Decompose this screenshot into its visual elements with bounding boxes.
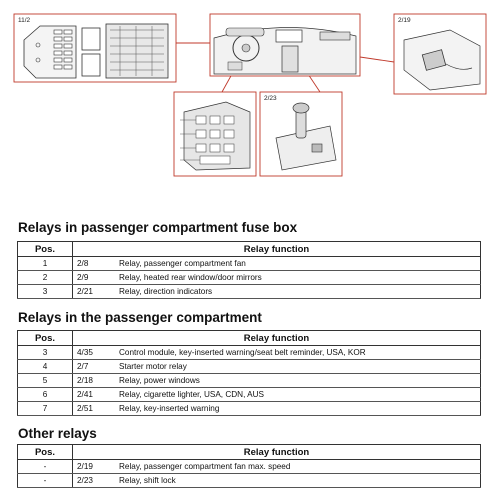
column-header-function: Relay function bbox=[73, 445, 481, 460]
column-header-function: Relay function bbox=[73, 331, 481, 346]
section-title: Relays in the passenger compartment bbox=[18, 310, 262, 325]
relay-function-cell bbox=[73, 346, 481, 360]
column-header-pos: Pos. bbox=[18, 445, 73, 460]
table-row bbox=[18, 460, 481, 474]
table-header-row bbox=[18, 445, 481, 460]
table-row bbox=[18, 285, 481, 299]
table-row bbox=[18, 474, 481, 488]
panel-label-shift-lock: 2/23 bbox=[264, 95, 277, 102]
relay-function-cell bbox=[73, 388, 481, 402]
relay-table-passenger-compartment bbox=[17, 330, 481, 416]
relay-code: 2/21 bbox=[77, 287, 93, 296]
relay-code: 2/19 bbox=[77, 462, 93, 471]
relay-position: 7 bbox=[18, 402, 73, 416]
column-header-pos: Pos. bbox=[18, 242, 73, 257]
shift-lock-panel bbox=[260, 92, 342, 176]
relay-function: Relay, direction indicators bbox=[119, 287, 213, 296]
relay-function-cell bbox=[73, 360, 481, 374]
table-row bbox=[18, 374, 481, 388]
table-row bbox=[18, 346, 481, 360]
relay-table-fuse-box bbox=[17, 241, 481, 299]
relay-function: Relay, cigarette lighter, USA, CDN, AUS bbox=[119, 390, 265, 399]
section-title: Relays in passenger compartment fuse box bbox=[18, 220, 298, 235]
relay-function-cell bbox=[73, 460, 481, 474]
relay-function-cell bbox=[73, 474, 481, 488]
relay-function-cell bbox=[73, 285, 481, 299]
relay-position: 5 bbox=[18, 374, 73, 388]
panel-label-fuse-box: 11/2 bbox=[18, 17, 31, 24]
relay-function: Relay, power windows bbox=[119, 376, 200, 385]
relay-position: 2 bbox=[18, 271, 73, 285]
relay-function-cell bbox=[73, 402, 481, 416]
relay-function: Control module, key-inserted warning/seat belt reminder, USA, KOR bbox=[119, 348, 366, 357]
relay-function: Starter motor relay bbox=[119, 362, 187, 371]
relay-code: 4/35 bbox=[77, 348, 93, 357]
relay-code: 2/41 bbox=[77, 390, 93, 399]
table-row bbox=[18, 388, 481, 402]
relay-code: 2/8 bbox=[77, 259, 89, 268]
relay-function: Relay, shift lock bbox=[119, 476, 176, 485]
relay-code: 2/9 bbox=[77, 273, 89, 282]
relay-function-cell bbox=[73, 257, 481, 271]
relay-position: 1 bbox=[18, 257, 73, 271]
relay-code: 2/51 bbox=[77, 404, 93, 413]
panel-label-fan-relay: 2/19 bbox=[398, 17, 411, 24]
relay-position: 6 bbox=[18, 388, 73, 402]
fuse-box-panel bbox=[14, 14, 176, 82]
relay-function: Relay, passenger compartment fan max. speed bbox=[119, 462, 291, 471]
relay-code: 2/18 bbox=[77, 376, 93, 385]
column-header-pos: Pos. bbox=[18, 331, 73, 346]
table-row bbox=[18, 402, 481, 416]
relay-location-diagram bbox=[0, 0, 500, 185]
table-row bbox=[18, 271, 481, 285]
relay-position: 3 bbox=[18, 346, 73, 360]
table-header-row bbox=[18, 331, 481, 346]
relay-code: 2/7 bbox=[77, 362, 89, 371]
relay-function: Relay, key-inserted warning bbox=[119, 404, 220, 413]
relay-function-cell bbox=[73, 374, 481, 388]
section-title: Other relays bbox=[18, 426, 97, 441]
relay-function: Relay, passenger compartment fan bbox=[119, 259, 246, 268]
dashboard-panel bbox=[210, 14, 360, 76]
relay-box-panel bbox=[174, 92, 256, 176]
relay-function: Relay, heated rear window/door mirrors bbox=[119, 273, 262, 282]
table-header-row bbox=[18, 242, 481, 257]
relay-function-cell bbox=[73, 271, 481, 285]
relay-position: - bbox=[18, 474, 73, 488]
relay-table-other bbox=[17, 444, 481, 488]
relay-position: - bbox=[18, 460, 73, 474]
column-header-function: Relay function bbox=[73, 242, 481, 257]
relay-position: 3 bbox=[18, 285, 73, 299]
table-row bbox=[18, 257, 481, 271]
table-row bbox=[18, 360, 481, 374]
relay-position: 4 bbox=[18, 360, 73, 374]
relay-code: 2/23 bbox=[77, 476, 93, 485]
fan-relay-panel bbox=[394, 14, 486, 94]
